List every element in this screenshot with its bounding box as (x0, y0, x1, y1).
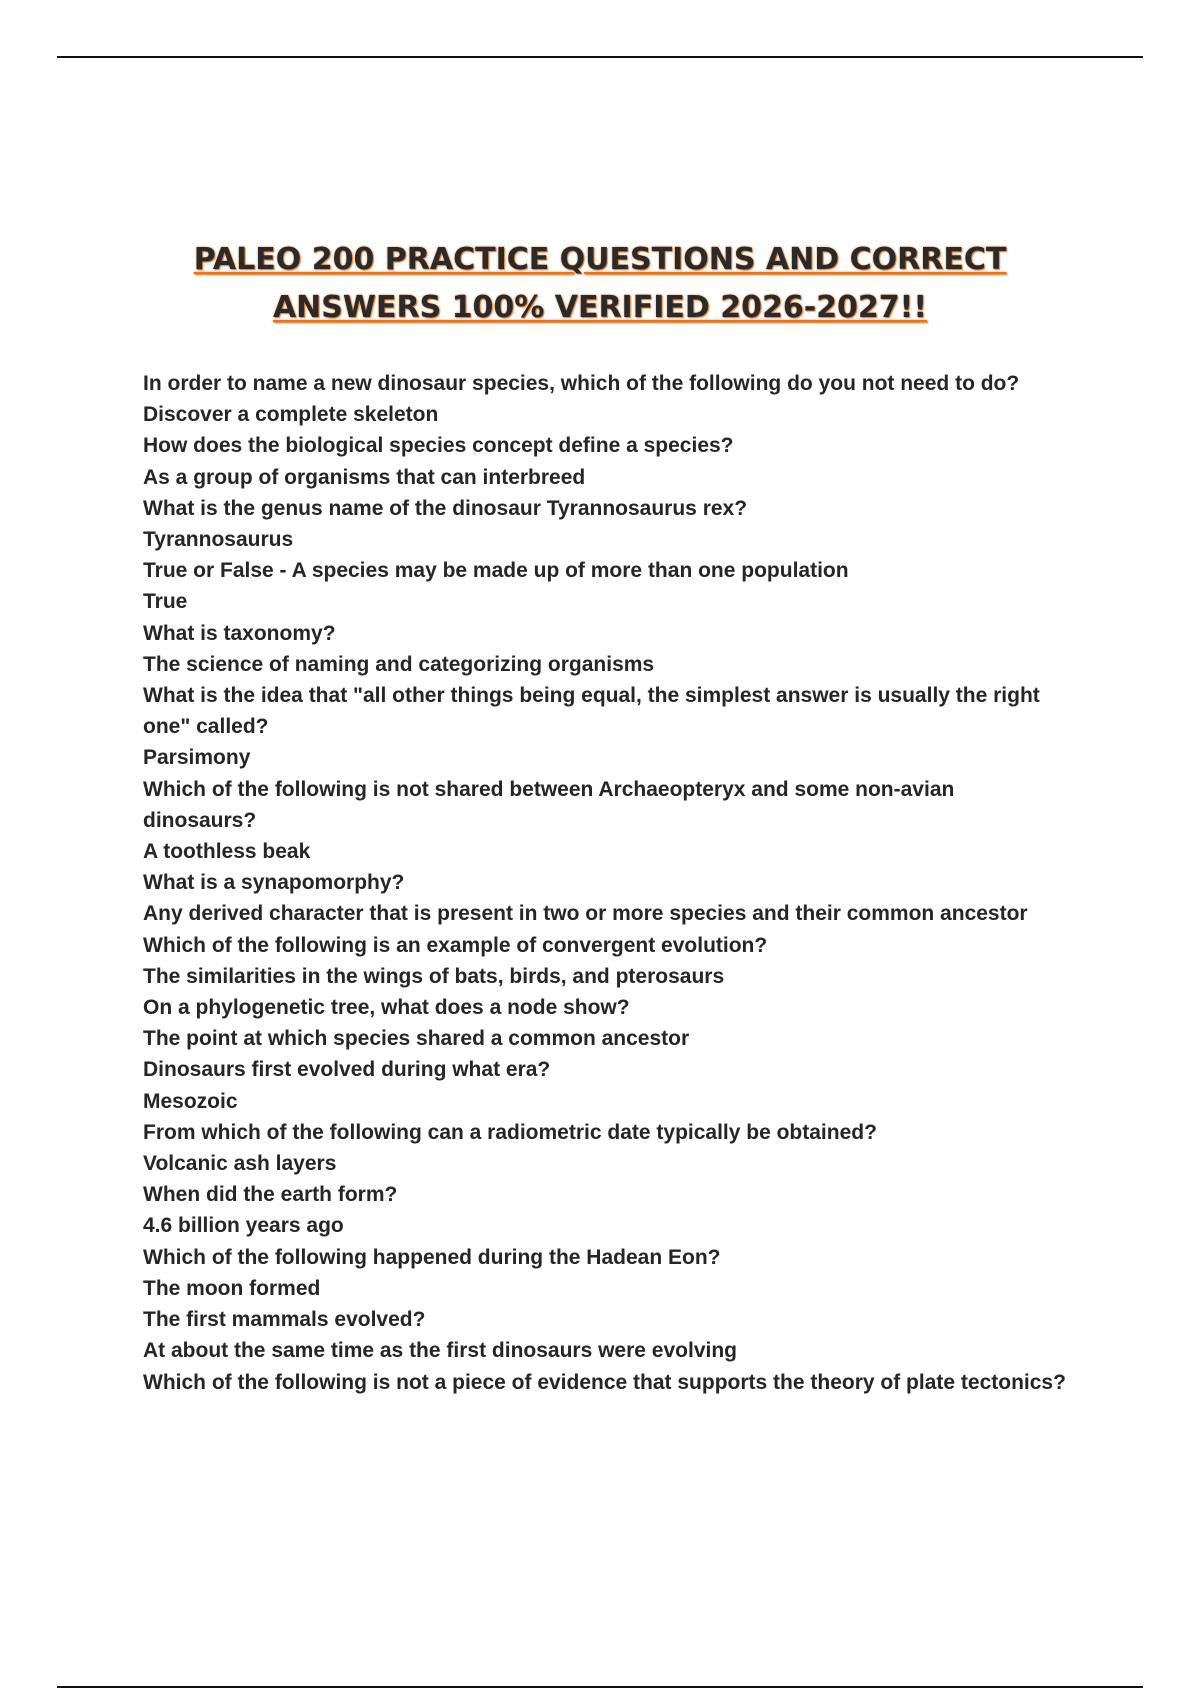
question-line: What is the genus name of the dinosaur Tyrannosaurus rex? (143, 496, 748, 520)
question-line: In order to name a new dinosaur species, which of the following do you not need to do? (143, 372, 1020, 395)
bottom-divider (57, 1686, 1143, 1688)
question-line: What is the idea that "all other things being equal, the simplest answer is usually the right one" called? (143, 684, 1040, 739)
question-line: Dinosaurs first evolved during what era? (143, 1058, 551, 1082)
question-line: From which of the following can a radiometric date typically be obtained? (143, 1120, 877, 1144)
question-line: On a phylogenetic tree, what does a node show? (143, 996, 630, 1020)
answer-line: Tyrannosaurus (143, 528, 294, 552)
answer-line: Parsimony (143, 746, 251, 770)
answer-line: Mesozoic (143, 1089, 238, 1113)
answer-line: The point at which species shared a common ancestor (143, 1027, 690, 1051)
question-line: What is a synapomorphy? (143, 871, 405, 895)
question-line: The first mammals evolved? (143, 1308, 426, 1332)
title-line-2: ANSWERS 100% VERIFIED 2026-2027!! (272, 290, 928, 326)
question-line: What is taxonomy? (143, 621, 336, 645)
answer-line: As a group of organisms that can interbreed (143, 465, 586, 489)
answer-line: At about the same time as the first dinosaurs were evolving (143, 1339, 737, 1363)
question-answer-list (143, 368, 1068, 1398)
answer-line: Any derived character that is present in two or more species and their common ancestor (143, 902, 1028, 926)
question-line: Which of the following happened during the Hadean Eon? (143, 1245, 721, 1269)
top-divider (57, 56, 1143, 58)
answer-line: The science of naming and categorizing organisms (143, 652, 655, 676)
answer-line: Discover a complete skeleton (143, 403, 439, 427)
question-line: When did the earth form? (143, 1183, 398, 1207)
answer-line: The similarities in the wings of bats, birds, and pterosaurs (143, 964, 725, 988)
answer-line: The moon formed (143, 1276, 321, 1300)
question-line: Which of the following is not a piece of evidence that supports the theory of plate tectonics? (143, 1370, 1066, 1394)
question-line: How does the biological species concept define a species? (143, 434, 734, 458)
question-line: Which of the following is not shared between Archaeopteryx and some non-avian dinosaurs? (143, 777, 955, 832)
question-line: True or False - A species may be made up of more than one population (143, 559, 849, 583)
title-line-1: PALEO 200 PRACTICE QUESTIONS AND CORRECT (193, 242, 1007, 278)
answer-line: 4.6 billion years ago (143, 1214, 344, 1238)
answer-line: A toothless beak (143, 840, 311, 864)
answer-line: True (143, 590, 188, 614)
answer-line: Volcanic ash layers (143, 1152, 337, 1176)
document-title (100, 236, 1100, 332)
question-line: Which of the following is an example of convergent evolution? (143, 933, 768, 957)
